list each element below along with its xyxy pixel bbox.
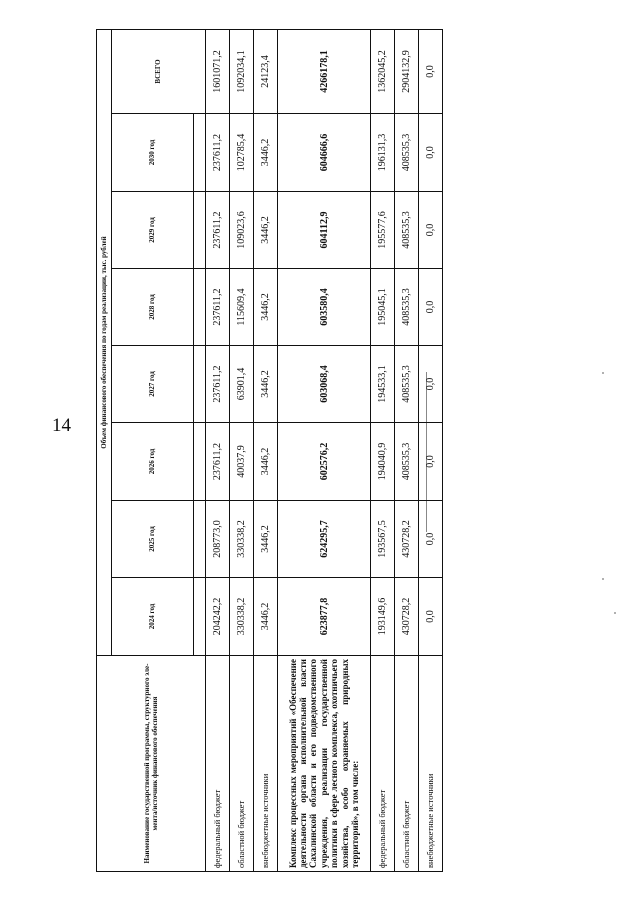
row-name: областной бюджет — [395, 656, 419, 872]
year-header: 2028 год — [112, 269, 194, 346]
year-header-spacer — [194, 114, 206, 192]
total-cell: 1362045,2 — [371, 30, 395, 114]
year-header: 2026 год — [112, 423, 194, 501]
value-cell: 3446,2 — [254, 269, 278, 346]
value-cell: 208773,0 — [206, 501, 230, 578]
row-name: федеральный бюджет — [371, 656, 395, 872]
page-number: 14 — [52, 415, 71, 436]
value-cell: 3446,2 — [254, 423, 278, 501]
value-cell: 408535,3 — [395, 192, 419, 269]
value-cell: 623877,8 — [278, 578, 371, 656]
value-cell: 3446,2 — [254, 501, 278, 578]
table-row — [419, 30, 443, 872]
value-cell: 408535,3 — [395, 423, 419, 501]
scan-speck — [614, 612, 616, 614]
total-cell: 0,0 — [419, 30, 443, 114]
value-cell: 0,0 — [419, 501, 443, 578]
table-row — [254, 30, 278, 872]
year-header-spacer — [194, 346, 206, 423]
value-cell: 193567,5 — [371, 501, 395, 578]
funding-group-header: Объем финансового обеспечения по годам реализации, тыс. рублей — [97, 30, 112, 656]
total-cell: 24123,4 — [254, 30, 278, 114]
value-cell: 3446,2 — [254, 114, 278, 192]
year-header-spacer — [194, 423, 206, 501]
year-header-spacer — [194, 192, 206, 269]
year-header: 2030 год — [112, 114, 194, 192]
value-cell: 237611,2 — [206, 346, 230, 423]
year-header-spacer — [194, 501, 206, 578]
value-cell: 0,0 — [419, 192, 443, 269]
value-cell: 237611,2 — [206, 192, 230, 269]
value-cell: 0,0 — [419, 114, 443, 192]
value-cell: 109023,6 — [230, 192, 254, 269]
table-row — [206, 30, 230, 872]
value-cell: 237611,2 — [206, 269, 230, 346]
value-cell: 193149,6 — [371, 578, 395, 656]
total-cell: 1601071,2 — [206, 30, 230, 114]
value-cell: 194533,1 — [371, 346, 395, 423]
year-header: 2024 год — [112, 578, 194, 656]
value-cell: 63901,4 — [230, 346, 254, 423]
value-cell: 0,0 — [419, 578, 443, 656]
value-cell: 430728,2 — [395, 501, 419, 578]
value-cell: 430728,2 — [395, 578, 419, 656]
year-header: 2029 год — [112, 192, 194, 269]
row-name: областной бюджет — [230, 656, 254, 872]
value-cell: 237611,2 — [206, 114, 230, 192]
value-cell: 408535,3 — [395, 269, 419, 346]
funding-table — [96, 29, 443, 872]
value-cell: 3446,2 — [254, 192, 278, 269]
scan-speck — [602, 372, 604, 374]
year-header: 2025 год — [112, 501, 194, 578]
value-cell: 196131,3 — [371, 114, 395, 192]
year-header: 2027 год — [112, 346, 194, 423]
year-header-spacer — [194, 269, 206, 346]
value-cell: 195577,6 — [371, 192, 395, 269]
value-cell: 408535,3 — [395, 114, 419, 192]
value-cell: 195045,1 — [371, 269, 395, 346]
value-cell: 330338,2 — [230, 578, 254, 656]
value-cell: 102785,4 — [230, 114, 254, 192]
total-cell: 1092034,1 — [230, 30, 254, 114]
total-cell: 2904132,9 — [395, 30, 419, 114]
value-cell: 0,0 — [419, 423, 443, 501]
value-cell: 330338,2 — [230, 501, 254, 578]
value-cell: 603580,4 — [278, 269, 371, 346]
value-cell: 3446,2 — [254, 578, 278, 656]
funding-table-wrapper — [96, 30, 436, 872]
value-cell: 624295,7 — [278, 501, 371, 578]
value-cell: 408535,3 — [395, 346, 419, 423]
total-header: ВСЕГО — [112, 30, 206, 114]
table-row — [278, 30, 371, 872]
row-name: внебюджетные источники — [254, 656, 278, 872]
total-cell: 4266178,1 — [278, 30, 371, 114]
value-cell: 204242,2 — [206, 578, 230, 656]
value-cell: 194040,9 — [371, 423, 395, 501]
value-cell: 237611,2 — [206, 423, 230, 501]
table-row — [371, 30, 395, 872]
value-cell: 3446,2 — [254, 346, 278, 423]
value-cell: 0,0 — [419, 269, 443, 346]
scan-speck — [602, 578, 604, 580]
value-cell: 602576,2 — [278, 423, 371, 501]
table-row — [230, 30, 254, 872]
value-cell: 604112,9 — [278, 192, 371, 269]
row-name: внебюджетные источники — [419, 656, 443, 872]
row-name: Комплекс процессных мероприятий «Обеспечение деятельности органа исполнительной власти Сахалинской области и его подведомственного учреждения, реализации государственной политики в сфере лесного комплекса, охотничьего хозяйства, особо охраняемых природных территорий», в том числе: — [278, 656, 371, 872]
row-name: федеральный бюджет — [206, 656, 230, 872]
value-cell: 40037,9 — [230, 423, 254, 501]
value-cell: 603068,4 — [278, 346, 371, 423]
value-cell: 115609,4 — [230, 269, 254, 346]
value-cell: 0,0 — [419, 346, 443, 423]
table-row — [395, 30, 419, 872]
year-header-spacer — [194, 578, 206, 656]
value-cell: 604666,6 — [278, 114, 371, 192]
name-column-header: Наименование государственной программы, структурного эле-мента/источник финансового обеспечения — [97, 656, 206, 872]
